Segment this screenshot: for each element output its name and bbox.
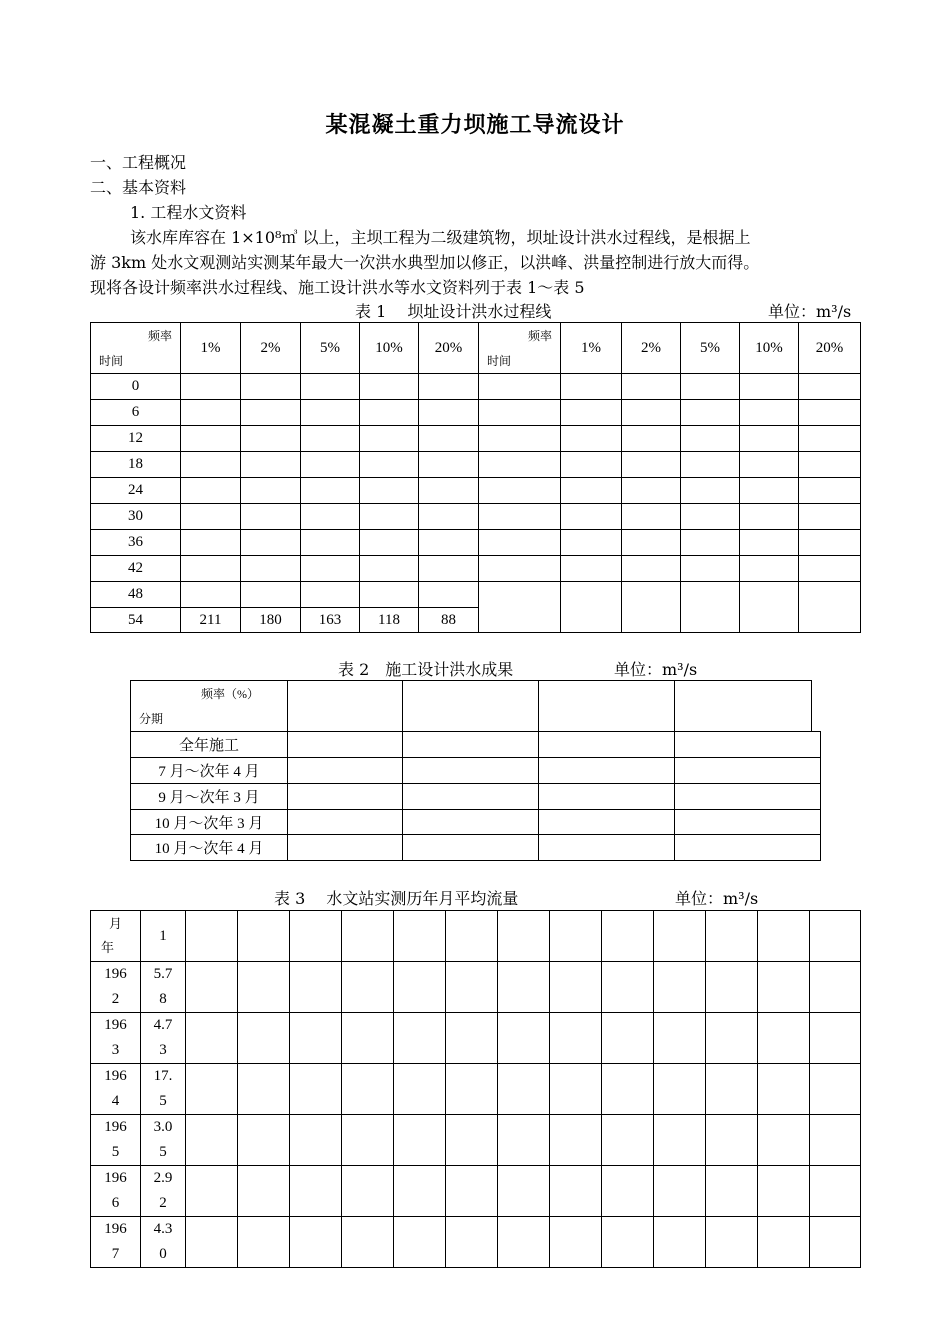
table-row [91,452,861,478]
table3-value-cell [141,1115,186,1166]
table-row [131,810,821,835]
table2-corner-cell [131,681,288,732]
table-row [131,784,821,810]
table1-time-cell: 36 [91,530,181,556]
table2-header-row [131,681,812,732]
table1-time-cell: 48 [91,582,181,608]
table3-value-cell [141,962,186,1013]
paragraph-line-3: 现将各设计频率洪水过程线、施工设计洪水等水文资料列于表 1～表 5 [90,278,585,297]
value-part: 2 [159,1195,167,1211]
table3-value-cell [141,1013,186,1064]
table-row [91,530,861,556]
table3-caption: 表 3 水文站实测历年月平均流量 [274,889,519,908]
table3-value-cell [141,1064,186,1115]
table1-freq-header: 1% [561,323,622,374]
table3-header-row [91,911,861,962]
table1-freq-header: 10% [740,323,799,374]
section-heading-basic-data: 二、基本资料 [90,178,187,197]
value-part: 3.0 [153,1119,173,1135]
table1-corner-freq: 频率 [147,329,172,343]
year-part: 196 [104,966,127,982]
table1-time-cell: 6 [91,400,181,426]
table2-corner-freq: 频率（%） [201,687,259,701]
year-part: 196 [104,1017,127,1033]
table2-body [130,731,821,861]
table-row [131,758,821,784]
year-part: 7 [111,1246,120,1262]
table1-value-cell: 118 [360,608,419,633]
year-part: 196 [104,1068,127,1084]
year-part: 5 [111,1144,120,1160]
table1-caption: 表 1 坝址设计洪水过程线 [355,302,552,321]
year-part: 3 [111,1042,120,1058]
value-part: 17. [153,1068,173,1084]
table1-time-cell: 0 [91,374,181,400]
table1-time-cell: 54 [91,608,181,633]
table-row [91,478,861,504]
table2-header [130,680,812,732]
table3-year-cell [91,1064,141,1115]
table-row [91,1166,861,1217]
table2-period-cell: 10 月～次年 4 月 [131,835,288,861]
table3-corner-cell [91,911,141,962]
table-row [131,732,821,758]
table2-period-cell: 7 月～次年 4 月 [131,758,288,784]
section-heading-overview: 一、工程概况 [90,153,187,172]
table3-year-cell [91,1217,141,1268]
year-part: 196 [104,1170,127,1186]
table1-time-cell: 42 [91,556,181,582]
value-part: 8 [159,991,167,1007]
table1-freq-header: 20% [419,323,479,374]
table1-freq-header: 2% [241,323,301,374]
table2-corner-period: 分期 [139,712,164,726]
table3-year-cell [91,1013,141,1064]
year-part: 196 [104,1221,127,1237]
value-part: 3 [159,1042,167,1058]
paragraph-line-2: 游 3km 处水文观测站实测某年最大一次洪水典型加以修正，以洪峰、洪量控制进行放大而得。 [90,253,760,272]
table3-value-cell [141,1166,186,1217]
table3-year-cell [91,962,141,1013]
table1-freq-header: 1% [181,323,241,374]
value-part: 4.7 [153,1017,173,1033]
table3-corner-month: 月 [108,916,122,931]
year-part: 196 [104,1119,127,1135]
table2-period-cell: 10 月～次年 3 月 [131,810,288,835]
table-row [91,1115,861,1166]
table1-time-cell: 18 [91,452,181,478]
table1-corner-time: 时间 [99,354,124,368]
value-part: 5.7 [153,966,173,982]
table3-month-header: 1 [141,911,186,962]
table1-freq-header: 5% [301,323,360,374]
table-row [91,1064,861,1115]
table1-freq-header: 20% [799,323,861,374]
table-row [91,426,861,452]
table2-unit: 单位：m³/s [614,660,698,679]
table-row [91,374,861,400]
table-row [131,835,821,861]
table1-freq-header: 10% [360,323,419,374]
table1-value-cell: 211 [181,608,241,633]
table3-corner-year: 年 [101,940,115,955]
table1-unit: 单位：m³/s [768,302,852,321]
subsection-heading-hydrology: 1. 工程水文资料 [130,203,247,222]
table-row [91,400,861,426]
table-row [91,1013,861,1064]
table1-corner-cell-right [479,323,561,374]
value-part: 0 [159,1246,167,1262]
table1-corner-cell [91,323,181,374]
table3 [90,910,861,1268]
table1-header-row [91,323,861,374]
value-part: 2.9 [153,1170,173,1186]
table3-year-cell [91,1166,141,1217]
table1-time-cell: 24 [91,478,181,504]
table1-corner-freq: 频率 [527,329,552,343]
page-title: 某混凝土重力坝施工导流设计 [325,112,625,138]
table2-caption: 表 2 施工设计洪水成果 [338,660,514,679]
table-row [91,962,861,1013]
table-row [91,1217,861,1268]
value-part: 4.3 [153,1221,173,1237]
table1-freq-header: 5% [681,323,740,374]
table3-unit: 单位：m³/s [675,889,759,908]
year-part: 6 [111,1195,120,1211]
year-part: 4 [111,1093,120,1109]
table1-value-cell: 163 [301,608,360,633]
table1-corner-time: 时间 [487,354,512,368]
table1-time-cell: 30 [91,504,181,530]
paragraph-line-1: 该水库库容在 1×10⁸㎥ 以上，主坝工程为二级建筑物，坝址设计洪水过程线，是根据上 [130,228,751,247]
value-part: 5 [159,1093,167,1109]
table2-period-cell: 全年施工 [131,732,288,758]
table2-period-cell: 9 月～次年 3 月 [131,784,288,810]
year-part: 2 [111,991,120,1007]
table1 [90,322,861,633]
table3-value-cell [141,1217,186,1268]
table-row [91,582,861,608]
table1-time-cell: 12 [91,426,181,452]
value-part: 5 [159,1144,167,1160]
table-row [91,504,861,530]
table1-value-cell: 180 [241,608,301,633]
table1-value-cell: 88 [419,608,479,633]
table1-freq-header: 2% [622,323,681,374]
table3-year-cell [91,1115,141,1166]
table-row [91,556,861,582]
